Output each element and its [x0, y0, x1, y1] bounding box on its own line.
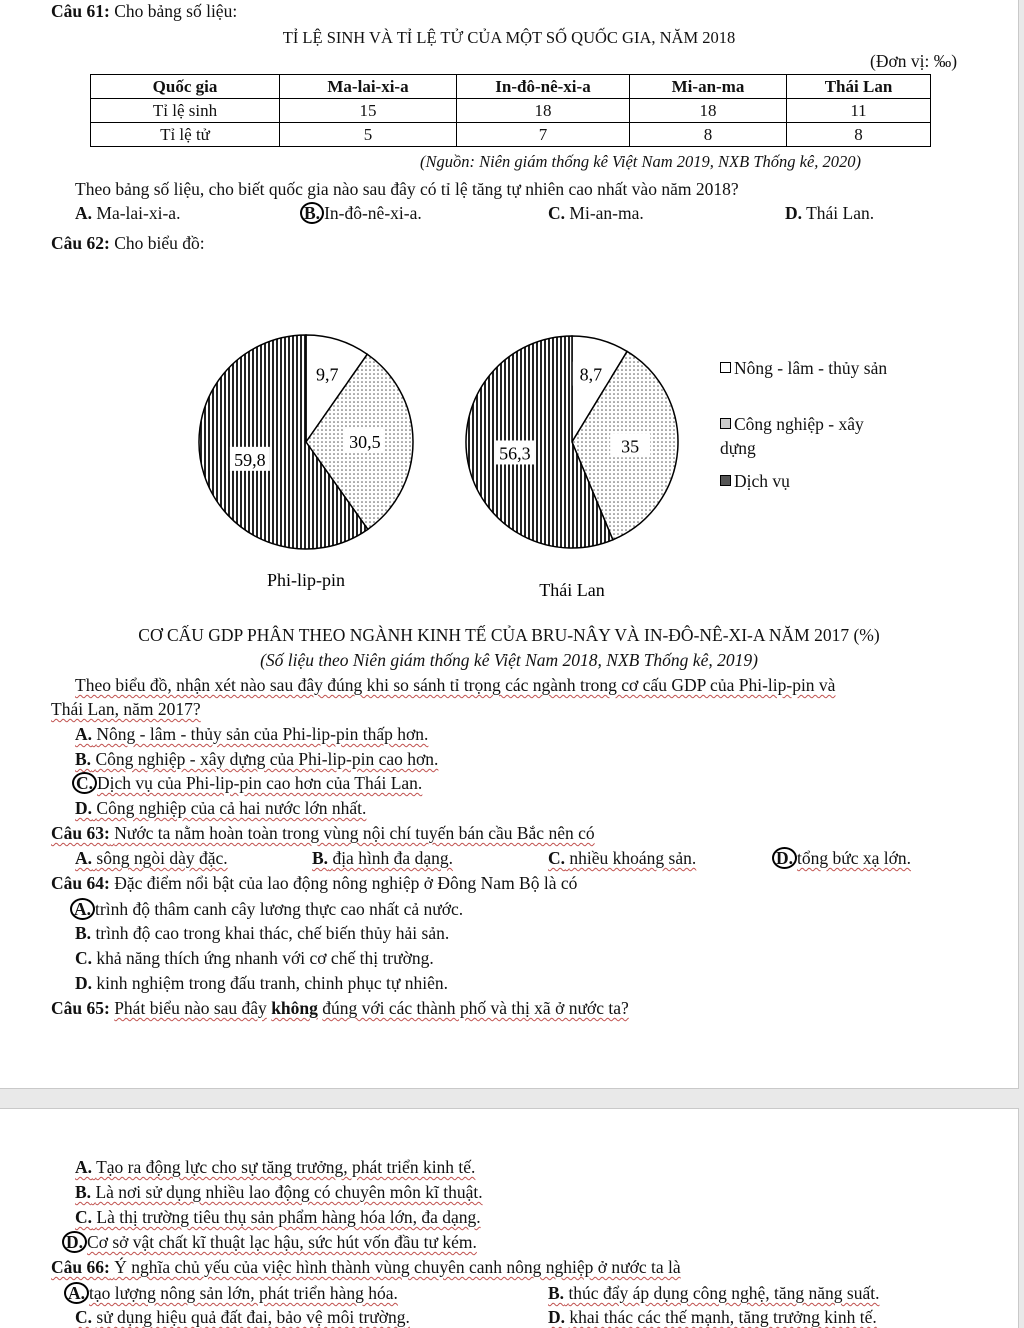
q61-header [51, 0, 237, 22]
option-text: trình độ thâm canh cây lương thực cao nhất cả nước. [95, 899, 464, 919]
pie-value-label: 59,8 [234, 449, 266, 470]
q62-question-line2: Thái Lan, năm 2017? [51, 699, 201, 719]
table-header-cell: Ma-lai-xi-a [280, 75, 457, 99]
option-text: sử dụng hiệu quả đất đai, bảo vệ môi trường. [96, 1307, 410, 1327]
q65-option-d[interactable] [62, 1231, 477, 1253]
legend-label: Công nghiệp - xây dựng [720, 414, 864, 458]
q64-option-d[interactable] [75, 972, 448, 994]
table-cell: 8 [787, 123, 931, 147]
option-text: Là nơi sử dụng nhiều lao động có chuyên môn kĩ thuật. [95, 1182, 483, 1202]
table-header-cell: Thái Lan [787, 75, 931, 99]
option-letter: C. [75, 1207, 93, 1227]
legend-label: Nông - lâm - thủy sản [734, 358, 888, 378]
option-letter: B. [75, 1182, 92, 1202]
pie-name-thailand: Thái Lan [539, 580, 605, 600]
q62-option-b[interactable] [75, 748, 438, 770]
option-text: tổng bức xạ lớn. [797, 848, 912, 868]
q65-text-bold: không [271, 998, 318, 1018]
q61-option-d[interactable] [785, 202, 874, 224]
option-letter: D. [75, 973, 93, 993]
pie-value-label: 30,5 [349, 431, 381, 452]
option-letter-circled: B. [300, 202, 324, 224]
data-table [90, 74, 931, 147]
option-letter-circled: D. [62, 1231, 87, 1253]
option-text: trình độ cao trong khai thác, chế biến thủy hải sản. [95, 923, 450, 943]
option-letter: B. [548, 1283, 565, 1303]
option-letter: A. [75, 724, 93, 744]
q61-option-b[interactable] [300, 202, 422, 224]
pie-group [199, 335, 678, 549]
option-text: Ma-lai-xi-a. [96, 203, 181, 223]
q63-option-c[interactable] [548, 847, 696, 869]
option-letter: B. [75, 923, 92, 943]
option-letter: C. [548, 203, 566, 223]
table-source: (Nguồn: Niên giám thống kê Việt Nam 2019, NXB Thống kê, 2020) [420, 152, 862, 171]
q64-option-c[interactable] [75, 947, 434, 969]
pie-name-philippines: Phi-lip-pin [266, 570, 346, 590]
option-letter: C. [548, 848, 566, 868]
q63-option-a[interactable] [75, 847, 228, 869]
option-letter-circled: A. [64, 1282, 89, 1304]
table-unit: (Đơn vị: ‰) [870, 51, 958, 71]
q66-option-d[interactable] [548, 1306, 877, 1328]
table-cell: 15 [280, 99, 457, 123]
q61-option-c[interactable] [548, 202, 644, 224]
legend-item-services [720, 469, 790, 493]
q62-intro: Cho biểu đồ: [114, 233, 205, 253]
q62-question-line1: Theo biểu đồ, nhận xét nào sau đây đúng khi so sánh tỉ trọng các ngành trong cơ cấu GDP của Phi-lip-pin và [75, 675, 836, 695]
option-text: Là thị trường tiêu thụ sản phẩm hàng hóa lớn, đa dạng. [96, 1207, 481, 1227]
q65-text-post: đúng với các thành phố và thị xã ở nước ta? [322, 998, 629, 1018]
table-cell: 11 [787, 99, 931, 123]
q66-option-a[interactable] [64, 1282, 398, 1304]
legend-swatch [720, 418, 731, 429]
q64-option-a[interactable] [70, 898, 463, 920]
option-text: Công nghiệp - xây dựng của Phi-lip-pin cao hơn. [95, 749, 439, 769]
option-letter-circled: C. [72, 772, 97, 794]
option-letter: A. [75, 203, 93, 223]
q63-text: Nước ta nằm hoàn toàn trong vùng nội chí tuyến bán cầu Bắc nên có [114, 823, 595, 843]
table-cell: 18 [457, 99, 630, 123]
q62-option-d[interactable] [75, 797, 366, 819]
option-text: Công nghiệp của cả hai nước lớn nhất. [96, 798, 367, 818]
option-letter: A. [75, 848, 93, 868]
option-letter-circled: A. [70, 898, 95, 920]
page-bottom [0, 1108, 1019, 1328]
table-title: TỈ LỆ SINH VÀ TỈ LỆ TỬ CỦA MỘT SỐ QUỐC GIA, NĂM 2018 [282, 28, 736, 47]
q66-text: Ý nghĩa chủ yếu của việc hình thành vùng chuyên canh nông nghiệp ở nước ta là [114, 1257, 681, 1277]
option-letter-circled: D. [772, 847, 797, 869]
table-cell: 18 [630, 99, 787, 123]
option-letter: C. [75, 1307, 93, 1327]
option-text: In-đô-nê-xi-a. [324, 203, 422, 223]
option-text: địa hình đa dạng. [332, 848, 453, 868]
option-text: khả năng thích ứng nhanh với cơ chế thị trường. [96, 948, 434, 968]
pie-value-label: 56,3 [499, 443, 531, 464]
q62-label: Câu 62: [51, 233, 110, 253]
table-header-cell: Mi-an-ma [630, 75, 787, 99]
q65-label: Câu 65: [51, 998, 110, 1018]
legend-item-agriculture [720, 356, 900, 380]
q63-option-b[interactable] [312, 847, 453, 869]
q62-option-c[interactable] [72, 772, 422, 794]
q66-label: Câu 66: [51, 1257, 110, 1277]
pie-value-label: 8,7 [579, 364, 603, 385]
q64-label: Câu 64: [51, 873, 110, 893]
chart-title: CƠ CẤU GDP PHÂN THEO NGÀNH KINH TẾ CỦA BRU-NÂY VÀ IN-ĐÔ-NÊ-XI-A NĂM 2017 (%) [138, 625, 880, 645]
q61-question: Theo bảng số liệu, cho biết quốc gia nào sau đây có tỉ lệ tăng tự nhiên cao nhất vào năm 2018? [75, 179, 739, 199]
q63-option-d[interactable] [772, 847, 911, 869]
option-letter: D. [785, 203, 803, 223]
table-cell: 7 [457, 123, 630, 147]
table-cell: 8 [630, 123, 787, 147]
option-text: khai thác các thế mạnh, tăng trưởng kinh tế. [569, 1307, 877, 1327]
table-header-cell: Quốc gia [91, 75, 280, 99]
option-text: thúc đẩy áp dụng công nghệ, tăng năng suất. [568, 1283, 880, 1303]
q61-option-a[interactable] [75, 202, 180, 224]
q61-intro: Cho bảng số liệu: [114, 1, 238, 21]
legend-swatch [720, 362, 731, 373]
pie-value-label: 35 [621, 436, 640, 457]
option-text: kinh nghiệm trong đấu tranh, chinh phục tự nhiên. [96, 973, 449, 993]
option-text: nhiều khoáng sản. [569, 848, 697, 868]
option-text: Cơ sở vật chất kĩ thuật lạc hậu, sức hút vốn đầu tư kém. [87, 1232, 477, 1252]
option-letter: A. [75, 1157, 93, 1177]
q66-question [51, 1256, 681, 1278]
option-letter: D. [548, 1307, 566, 1327]
q65-question [51, 997, 629, 1019]
table-row [91, 99, 931, 123]
table-header-cell: In-đô-nê-xi-a [457, 75, 630, 99]
q66-option-b[interactable] [548, 1282, 879, 1304]
option-letter: B. [75, 749, 92, 769]
option-letter: C. [75, 948, 93, 968]
q66-option-c[interactable] [75, 1306, 410, 1328]
legend-item-industry [720, 412, 900, 460]
option-letter: D. [75, 798, 93, 818]
q64-text: Đặc điểm nổi bật của lao động nông nghiệp ở Đông Nam Bộ là có [114, 873, 578, 893]
q65-text-pre: Phát biểu nào sau đây [114, 998, 267, 1018]
q65-option-a[interactable] [75, 1156, 475, 1178]
option-letter: B. [312, 848, 329, 868]
table-cell: Tỉ lệ tử [91, 123, 280, 147]
q64-option-b[interactable] [75, 922, 449, 944]
table-row [91, 123, 931, 147]
table-cell: 5 [280, 123, 457, 147]
q64-question [51, 872, 577, 894]
q63-question [51, 822, 595, 844]
q65-option-c[interactable] [75, 1206, 481, 1228]
chart-source: (Số liệu theo Niên giám thống kê Việt Nam 2018, NXB Thống kê, 2019) [260, 650, 758, 670]
option-text: Nông - lâm - thủy sản của Phi-lip-pin thấp hơn. [96, 724, 429, 744]
option-text: tạo lượng nông sản lớn, phát triển hàng hóa. [89, 1283, 398, 1303]
option-text: sông ngòi dày đặc. [96, 848, 228, 868]
q62-header [51, 232, 205, 254]
option-text: Tạo ra động lực cho sự tăng trưởng, phát triển kinh tế. [96, 1157, 476, 1177]
option-text: Dịch vụ của Phi-lip-pin cao hơn của Thái Lan. [97, 773, 423, 793]
q62-option-a[interactable] [75, 723, 428, 745]
legend-label: Dịch vụ [734, 471, 790, 491]
option-text: Mi-an-ma. [569, 203, 644, 223]
legend-swatch [720, 475, 731, 486]
q61-label: Câu 61: [51, 1, 110, 21]
q63-label: Câu 63: [51, 823, 110, 843]
table-header-row [91, 75, 931, 99]
q65-option-b[interactable] [75, 1181, 483, 1203]
pie-value-label: 9,7 [315, 364, 339, 385]
table-cell: Tỉ lệ sinh [91, 99, 280, 123]
option-text: Thái Lan. [806, 203, 875, 223]
